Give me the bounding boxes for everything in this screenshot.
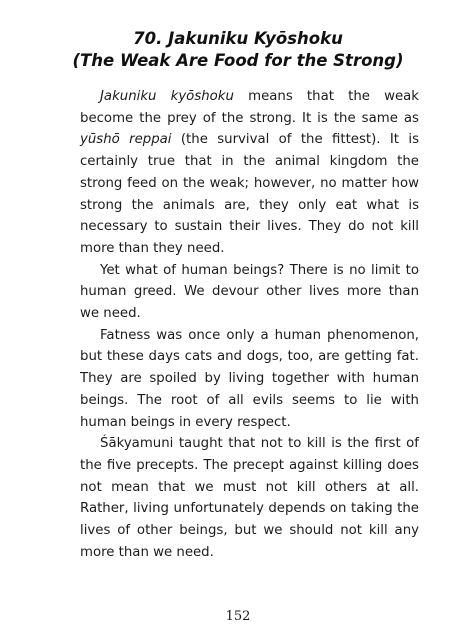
- paragraph-1-text-a: means that the weak become the prey of the strong. It is the same as: [80, 89, 420, 126]
- chapter-body: [80, 86, 419, 563]
- page-number: 152: [225, 609, 251, 624]
- paragraph-3: Fatness was once only a human phenomenon, but these days cats and dogs, too, are getting fat. They are spoiled by living together with human beings. The root of all evils seems to lie with human beings in every respect.: [80, 327, 419, 430]
- paragraph-4: Śākyamuni taught that not to kill is the first of the five precepts. The precept against killing does not mean that we must not kill others at all. Rather, living unfortunately depends on taking the lives of other beings, but we should not kill any more than we need.: [80, 436, 419, 560]
- paragraph-1: [80, 86, 419, 260]
- chapter-subtitle: (The Weak Are Food for the Strong): [72, 51, 404, 70]
- chapter-title: 70. Jakuniku Kyōshoku: [133, 29, 343, 48]
- term-jakuniku-kyoshoku: Jakuniku kyōshoku: [100, 89, 234, 104]
- paragraph-1-text-b: (the survival of the fittest). It is certainly true that in the animal kingdom the strong feed on the weak; however, no matter how strong the animals are, they only eat what is necessary to sustain their lives. They do not kill more than they need.: [80, 132, 419, 256]
- paragraph-2: Yet what of human beings? There is no limit to human greed. We devour other lives more than we need.: [80, 262, 419, 322]
- term-yusho-reppai: yūshō reppai: [80, 132, 172, 148]
